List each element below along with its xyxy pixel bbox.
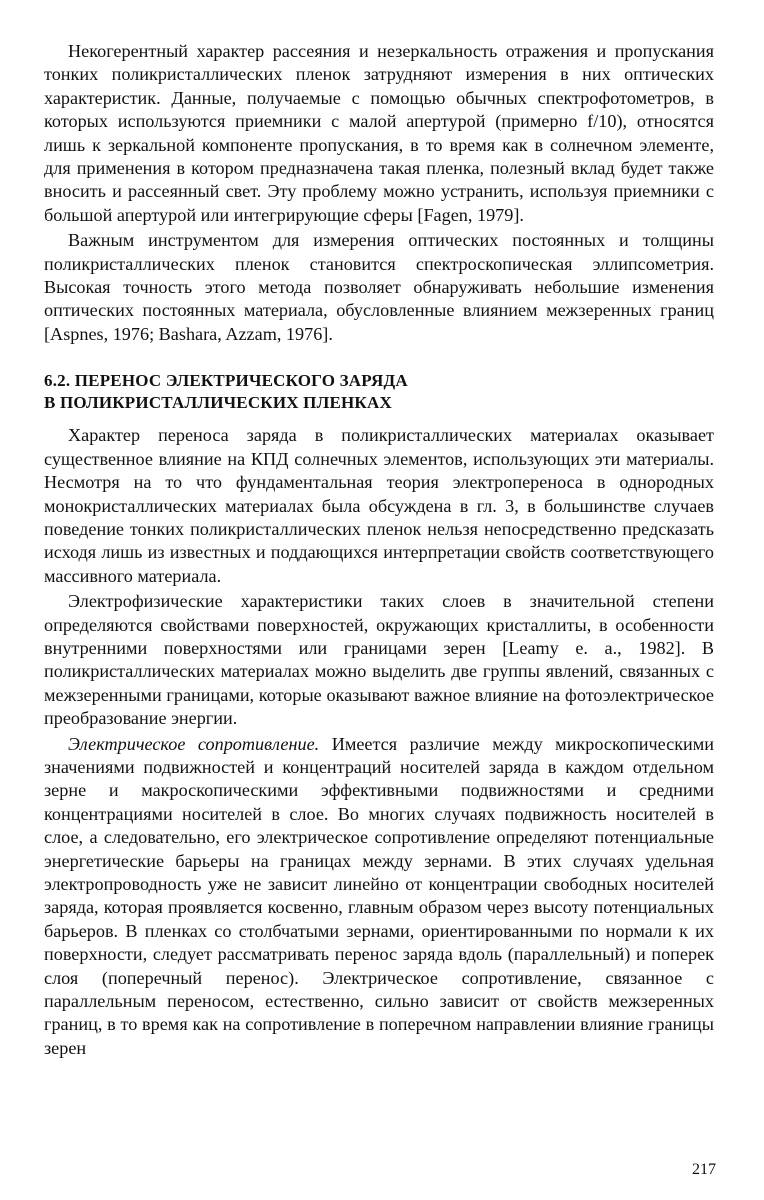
section-paragraph-2: Электрофизические характеристики таких слоев в значительной степени определяются свойствами поверхностей, окружающих кристаллиты, в особенности внутренними поверхностями или границами зерен [Leamy e. a., 1982]. В поликристаллических материалах можно выделить две группы явлений, связанных с межзеренными границами, которые оказывают важное влияние на фотоэлектрическое преобразование энергии. — [44, 591, 714, 729]
paragraph-3-text: Имеется различие между микроскопическими значениями подвижностей и концентраций носителей заряда в каждом отдельном зерне и макроскопическими эффективными подвижностями и средними концентрациями носителей в слое. Во многих случаях подвижность носителей в слое, а следовательно, его электрическое сопротивление определяют потенциальные энергетические барьеры на границах между зернами. В этих случаях удельная электропроводность уже не зависит линейно от концентрации свободных носителей заряда, которая проявляется косвенно, главным образом через высоту потенциальных барьеров. В пленках со столбчатыми зернами, ориентированными по нормали к их поверхности, следует рассматривать перенос заряда вдоль (параллельный) и поперек слоя (поперечный перенос). Электрическое сопротивление, связанное с параллельным переносом, естественно, сильно зависит от свойств межзеренных границ, в то время как на сопротивление в поперечном направлении влияние границы зерен — [44, 733, 715, 1058]
italic-subheading: Электрическое сопротивление. — [68, 733, 320, 754]
section-spacer — [44, 346, 714, 370]
intro-paragraph-2: Важным инструментом для измерения оптических постоянных и толщины поликристаллических пленок становится спектроскопическая эллипсометрия. Высокая точность этого метода позволяет обнаруживать небольшие изменения оптических постоянных материала, обусловленные влиянием межзеренных границ [Aspnes, 1976; Bashara, Azzam, 1976]. — [44, 230, 714, 344]
intro-paragraph-1: Некогерентный характер рассеяния и незеркальность отражения и пропускания тонких поликристаллических пленок затрудняют измерения в них оптических характеристик. Данные, получаемые с помощью обычных спектрофотометров, в которых используются приемники с малой апертурой (примерно f/10), относятся лишь к зеркальной компоненте пропускания, в то время как в солнечном элементе, для применения в котором предназначена такая пленка, полезный вклад будет также вносить и рассеянный свет. Эту проблему можно устранить, используя приемники с большой апертурой или интегрирующие сферы [Fagen, 1979]. — [44, 41, 714, 225]
section-paragraph-1: Характер переноса заряда в поликристаллических материалах оказывает существенное влияние на КПД солнечных элементов, использующих эти материалы. Несмотря на то что фундаментальная теория электропереноса в однородных монокристаллических материалах была обсуждена в гл. 3, в большинстве случаев поведение тонких поликристаллических пленок нельзя непосредственно предсказать исходя лишь из известных и поддающихся интерпретации свойств соответствующего массивного материала. — [44, 425, 714, 586]
section-paragraph-3 — [44, 733, 714, 1061]
section-heading-line-2: В ПОЛИКРИСТАЛЛИЧЕСКИХ ПЛЕНКАХ — [44, 393, 392, 413]
page-body — [44, 40, 714, 1060]
section-heading-line-1: 6.2. ПЕРЕНОС ЭЛЕКТРИЧЕСКОГО ЗАРЯДА — [44, 371, 408, 391]
page-number: 217 — [692, 1161, 716, 1178]
section-heading — [44, 370, 714, 414]
